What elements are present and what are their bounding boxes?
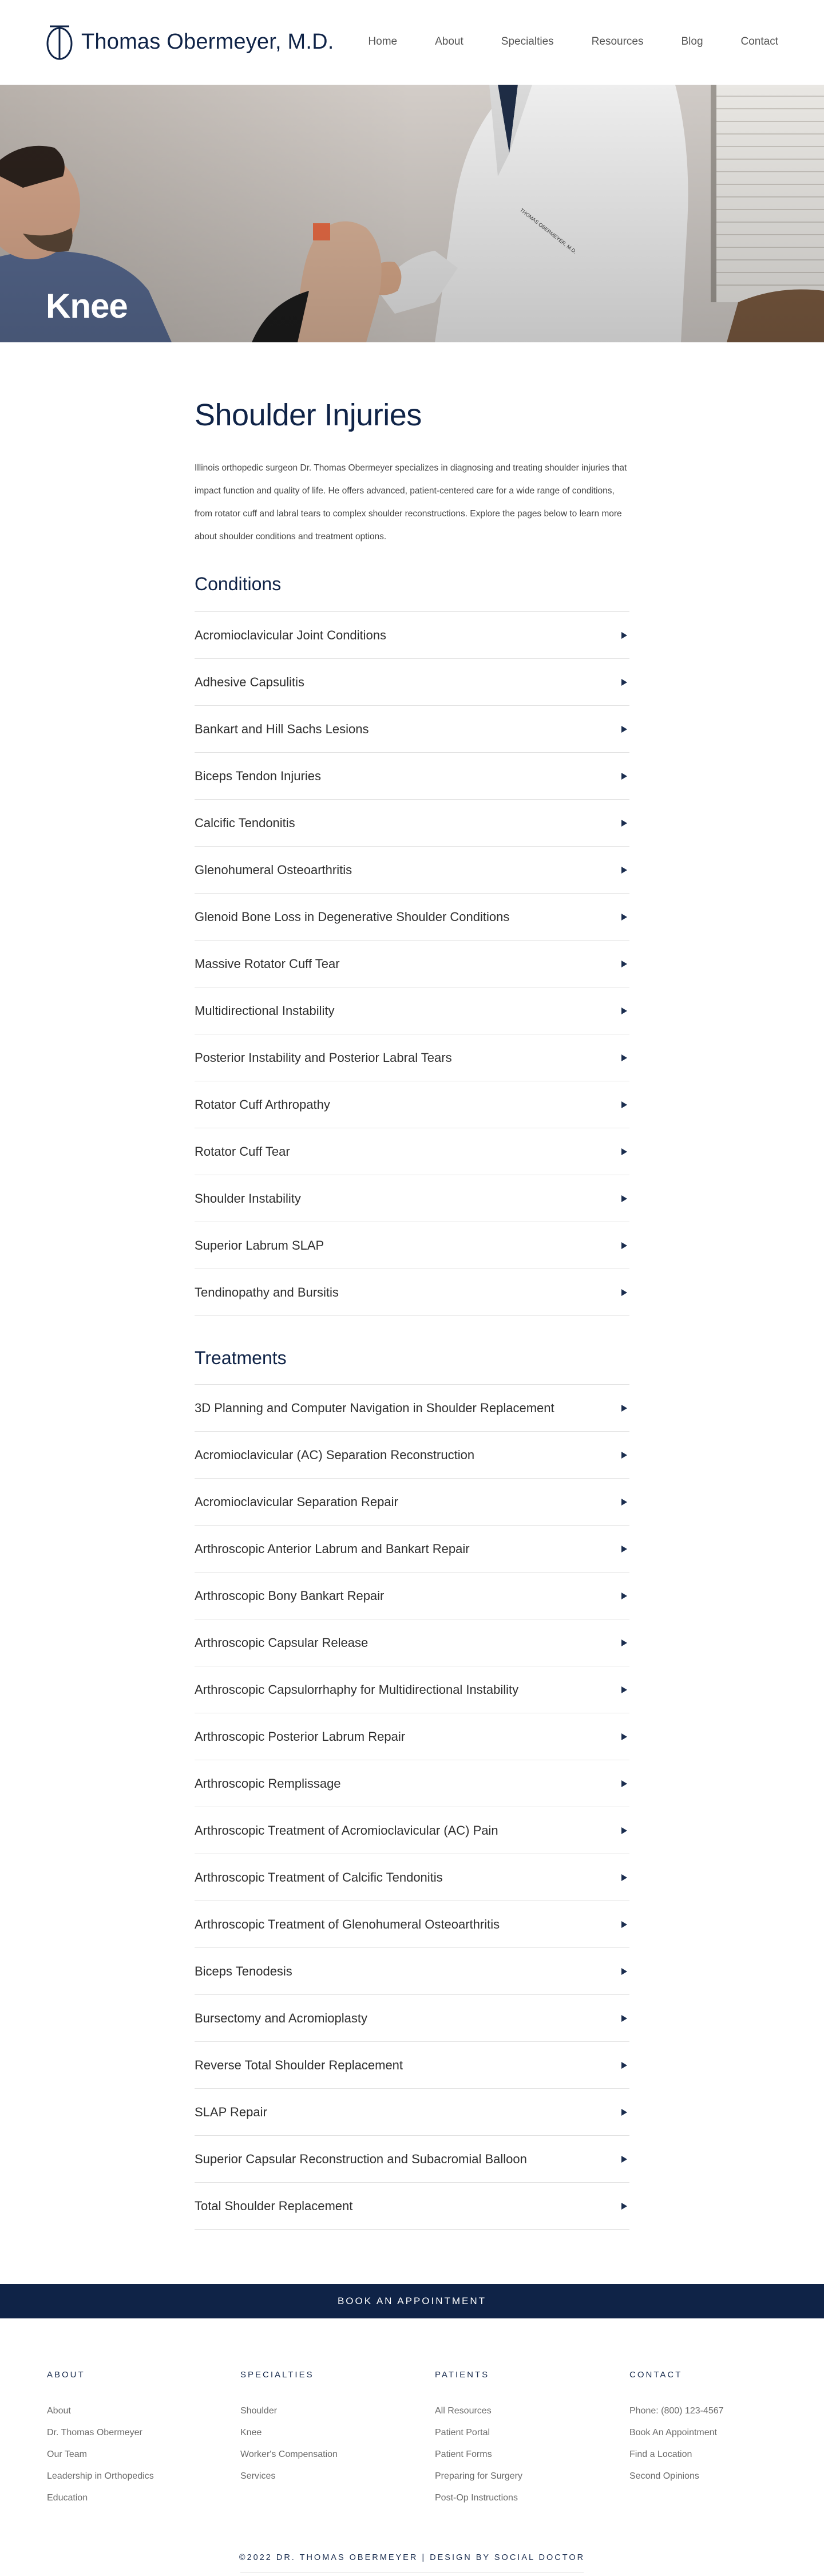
triangle-right-icon[interactable] xyxy=(621,2015,627,2022)
accordion-item-label: Biceps Tendon Injuries xyxy=(195,768,321,783)
accordion-item-label: Multidirectional Instability xyxy=(195,1003,335,1018)
footer-link[interactable]: Patient Portal xyxy=(435,2428,490,2437)
triangle-right-icon[interactable] xyxy=(621,1242,627,1249)
accordion-item[interactable] xyxy=(195,2089,629,2136)
accordion-item-label: Arthroscopic Remplissage xyxy=(195,1776,341,1791)
footer-link[interactable]: Leadership in Orthopedics xyxy=(47,2471,154,2481)
footer-link[interactable]: Book An Appointment xyxy=(629,2428,717,2437)
accordion-item-label: Rotator Cuff Arthropathy xyxy=(195,1097,330,1112)
triangle-right-icon[interactable] xyxy=(621,1405,627,1412)
accordion-item[interactable] xyxy=(195,1175,629,1222)
conditions-list xyxy=(195,611,629,1316)
hero-banner xyxy=(0,85,824,342)
page-title: Shoulder Injuries xyxy=(195,398,422,432)
triangle-right-icon[interactable] xyxy=(621,1195,627,1202)
accordion-item[interactable] xyxy=(195,800,629,847)
accordion-item[interactable] xyxy=(195,1713,629,1760)
footer-link[interactable]: Preparing for Surgery xyxy=(435,2471,522,2481)
footer-link[interactable]: Services xyxy=(240,2471,276,2481)
accordion-item-label: Arthroscopic Bony Bankart Repair xyxy=(195,1588,385,1603)
triangle-right-icon[interactable] xyxy=(621,1289,627,1296)
triangle-right-icon[interactable] xyxy=(621,1593,627,1599)
site-logo[interactable] xyxy=(45,22,334,62)
accordion-item-label: Acromioclavicular (AC) Separation Reconstruction xyxy=(195,1447,475,1462)
accordion-item[interactable] xyxy=(195,659,629,706)
accordion-item[interactable] xyxy=(195,1526,629,1573)
triangle-right-icon[interactable] xyxy=(621,2062,627,2069)
footer-heading-specialties: SPECIALTIES xyxy=(240,2370,314,2380)
accordion-item-label: Arthroscopic Anterior Labrum and Bankart Repair xyxy=(195,1541,470,1556)
treatments-list xyxy=(195,1384,629,2230)
accordion-item-label: Bankart and Hill Sachs Lesions xyxy=(195,721,369,736)
triangle-right-icon[interactable] xyxy=(621,1639,627,1646)
logo-text: Thomas Obermeyer, M.D. xyxy=(81,29,334,54)
footer-heading-contact: CONTACT xyxy=(629,2370,683,2380)
triangle-right-icon[interactable] xyxy=(621,1968,627,1975)
footer-col-contact xyxy=(629,2370,801,2487)
accordion-item-label: Adhesive Capsulitis xyxy=(195,674,304,689)
triangle-right-icon[interactable] xyxy=(621,679,627,686)
accordion-item-label: 3D Planning and Computer Navigation in Shoulder Replacement xyxy=(195,1400,554,1415)
accordion-item-label: Superior Labrum SLAP xyxy=(195,1238,324,1253)
hero-title: Knee xyxy=(46,287,128,326)
site-header xyxy=(0,0,824,85)
accordion-item[interactable] xyxy=(195,1807,629,1854)
accordion-item[interactable] xyxy=(195,2183,629,2230)
triangle-right-icon[interactable] xyxy=(621,1921,627,1928)
accordion-item-label: Arthroscopic Treatment of Glenohumeral Osteoarthritis xyxy=(195,1917,500,1931)
accordion-item[interactable] xyxy=(195,2042,629,2089)
accordion-item[interactable] xyxy=(195,1385,629,1432)
triangle-right-icon[interactable] xyxy=(621,914,627,920)
accordion-item[interactable] xyxy=(195,1128,629,1175)
accordion-item[interactable] xyxy=(195,1573,629,1619)
triangle-right-icon[interactable] xyxy=(621,726,627,733)
triangle-right-icon[interactable] xyxy=(621,1452,627,1459)
nav-specialties[interactable]: Specialties xyxy=(501,35,554,48)
accordion-item-label: Arthroscopic Capsular Release xyxy=(195,1635,369,1650)
accordion-item-label: Massive Rotator Cuff Tear xyxy=(195,956,340,971)
coat-embroidery: THOMAS OBERMEYER, M.D. xyxy=(518,207,578,255)
accordion-item[interactable] xyxy=(195,1222,629,1269)
triangle-right-icon[interactable] xyxy=(621,2156,627,2163)
triangle-right-icon[interactable] xyxy=(621,820,627,827)
accordion-item[interactable] xyxy=(195,987,629,1034)
triangle-right-icon[interactable] xyxy=(621,1148,627,1155)
footer-link[interactable]: Our Team xyxy=(47,2449,87,2459)
accordion-item[interactable] xyxy=(195,1666,629,1713)
triangle-right-icon[interactable] xyxy=(621,1054,627,1061)
treatments-heading: Treatments xyxy=(195,1348,287,1368)
footer-link[interactable]: All Resources xyxy=(435,2406,492,2416)
footer-heading-patients: PATIENTS xyxy=(435,2370,490,2380)
accordion-item-label: Arthroscopic Capsulorrhaphy for Multidirectional Instability xyxy=(195,1682,519,1697)
accordion-item[interactable] xyxy=(195,1619,629,1666)
accordion-item[interactable] xyxy=(195,2136,629,2183)
accordion-item[interactable] xyxy=(195,1479,629,1526)
nav-contact[interactable]: Contact xyxy=(740,35,778,48)
accordion-item[interactable] xyxy=(195,1034,629,1081)
accordion-item-label: Total Shoulder Replacement xyxy=(195,2198,353,2213)
footer-col-specialties xyxy=(240,2370,412,2487)
book-appointment-label: BOOK AN APPOINTMENT xyxy=(337,2296,487,2306)
triangle-right-icon[interactable] xyxy=(621,2203,627,2210)
nav-blog[interactable]: Blog xyxy=(681,35,703,48)
accordion-item-label: Shoulder Instability xyxy=(195,1191,301,1206)
footer-link[interactable]: Worker's Compensation xyxy=(240,2449,338,2459)
footer-col-about xyxy=(47,2370,219,2509)
conditions-heading: Conditions xyxy=(195,574,282,594)
accordion-item-label: Posterior Instability and Posterior Labral Tears xyxy=(195,1050,452,1065)
accordion-item[interactable] xyxy=(195,894,629,941)
accordion-item[interactable] xyxy=(195,1854,629,1901)
triangle-right-icon[interactable] xyxy=(621,961,627,967)
accordion-item[interactable] xyxy=(195,612,629,659)
triangle-right-icon[interactable] xyxy=(621,1780,627,1787)
accordion-item-label: Arthroscopic Posterior Labrum Repair xyxy=(195,1729,406,1744)
accordion-item[interactable] xyxy=(195,1269,629,1316)
accordion-item-label: Acromioclavicular Separation Repair xyxy=(195,1494,398,1509)
triangle-right-icon[interactable] xyxy=(621,773,627,780)
footer-link[interactable]: About xyxy=(47,2406,71,2416)
accordion-item-label: Tendinopathy and Bursitis xyxy=(195,1285,339,1299)
accordion-item[interactable] xyxy=(195,706,629,753)
footer-link[interactable]: Knee xyxy=(240,2428,262,2437)
copyright-text: ©2022 DR. THOMAS OBERMEYER | DESIGN BY SOCIAL DOCTOR xyxy=(239,2553,585,2562)
triangle-right-icon[interactable] xyxy=(621,1499,627,1506)
book-appointment-button[interactable] xyxy=(0,2284,824,2318)
triangle-right-icon[interactable] xyxy=(621,1686,627,1693)
triangle-right-icon[interactable] xyxy=(621,1874,627,1881)
main-nav xyxy=(330,32,778,52)
footer-link[interactable]: Phone: (800) 123-4567 xyxy=(629,2406,724,2416)
triangle-right-icon[interactable] xyxy=(621,1101,627,1108)
triangle-right-icon[interactable] xyxy=(621,1008,627,1014)
footer-link[interactable]: Find a Location xyxy=(629,2449,692,2459)
accordion-item[interactable] xyxy=(195,1995,629,2042)
footer-link[interactable]: Post-Op Instructions xyxy=(435,2493,518,2503)
footer-link[interactable]: Dr. Thomas Obermeyer xyxy=(47,2428,142,2437)
accordion-item-label: Superior Capsular Reconstruction and Subacromial Balloon xyxy=(195,2151,527,2166)
accordion-item[interactable] xyxy=(195,1760,629,1807)
accordion-item-label: Glenoid Bone Loss in Degenerative Shoulder Conditions xyxy=(195,909,510,924)
triangle-right-icon[interactable] xyxy=(621,632,627,639)
accordion-item-label: Biceps Tenodesis xyxy=(195,1963,292,1978)
footer-link[interactable]: Patient Forms xyxy=(435,2449,492,2459)
accordion-item[interactable] xyxy=(195,1081,629,1128)
triangle-right-icon[interactable] xyxy=(621,1733,627,1740)
accordion-item[interactable] xyxy=(195,847,629,894)
accordion-item[interactable] xyxy=(195,1432,629,1479)
accordion-item[interactable] xyxy=(195,1901,629,1948)
triangle-right-icon[interactable] xyxy=(621,2109,627,2116)
footer-link[interactable]: Second Opinions xyxy=(629,2471,699,2481)
accordion-item[interactable] xyxy=(195,753,629,800)
accordion-item-label: Reverse Total Shoulder Replacement xyxy=(195,2057,403,2072)
accordion-item[interactable] xyxy=(195,1948,629,1995)
accordion-item-label: Rotator Cuff Tear xyxy=(195,1144,290,1159)
accordion-item-label: Calcific Tendonitis xyxy=(195,815,295,830)
footer-link[interactable]: Shoulder xyxy=(240,2406,278,2416)
accordion-item-label: Glenohumeral Osteoarthritis xyxy=(195,862,352,877)
footer-heading-about: ABOUT xyxy=(47,2370,85,2380)
copyright xyxy=(0,2553,824,2573)
accordion-item-label: Acromioclavicular Joint Conditions xyxy=(195,627,387,642)
nav-home[interactable]: Home xyxy=(368,35,398,48)
nav-resources[interactable]: Resources xyxy=(591,35,644,48)
accordion-item[interactable] xyxy=(195,941,629,987)
triangle-right-icon[interactable] xyxy=(621,1827,627,1834)
nav-about[interactable]: About xyxy=(435,35,464,48)
accordion-item-label: SLAP Repair xyxy=(195,2104,267,2119)
accordion-item-label: Arthroscopic Treatment of Acromioclavicular (AC) Pain xyxy=(195,1823,498,1838)
footer-link[interactable]: Education xyxy=(47,2493,88,2503)
accordion-item-label: Arthroscopic Treatment of Calcific Tendonitis xyxy=(195,1870,443,1884)
to-monogram-icon xyxy=(45,22,74,62)
triangle-right-icon[interactable] xyxy=(621,867,627,874)
accordion-item-label: Bursectomy and Acromioplasty xyxy=(195,2010,368,2025)
intro-text: Illinois orthopedic surgeon Dr. Thomas Obermeyer specializes in diagnosing and treating shoulder injuries that impact function and quality of life. He offers advanced, patient-centered care for a wide range of conditions, from rotator cuff and labral tears to complex shoulder reconstructions. Explore the pages below to learn more about shoulder conditions and treatment options. xyxy=(195,463,627,542)
footer-col-patients xyxy=(435,2370,607,2509)
triangle-right-icon[interactable] xyxy=(621,1546,627,1552)
